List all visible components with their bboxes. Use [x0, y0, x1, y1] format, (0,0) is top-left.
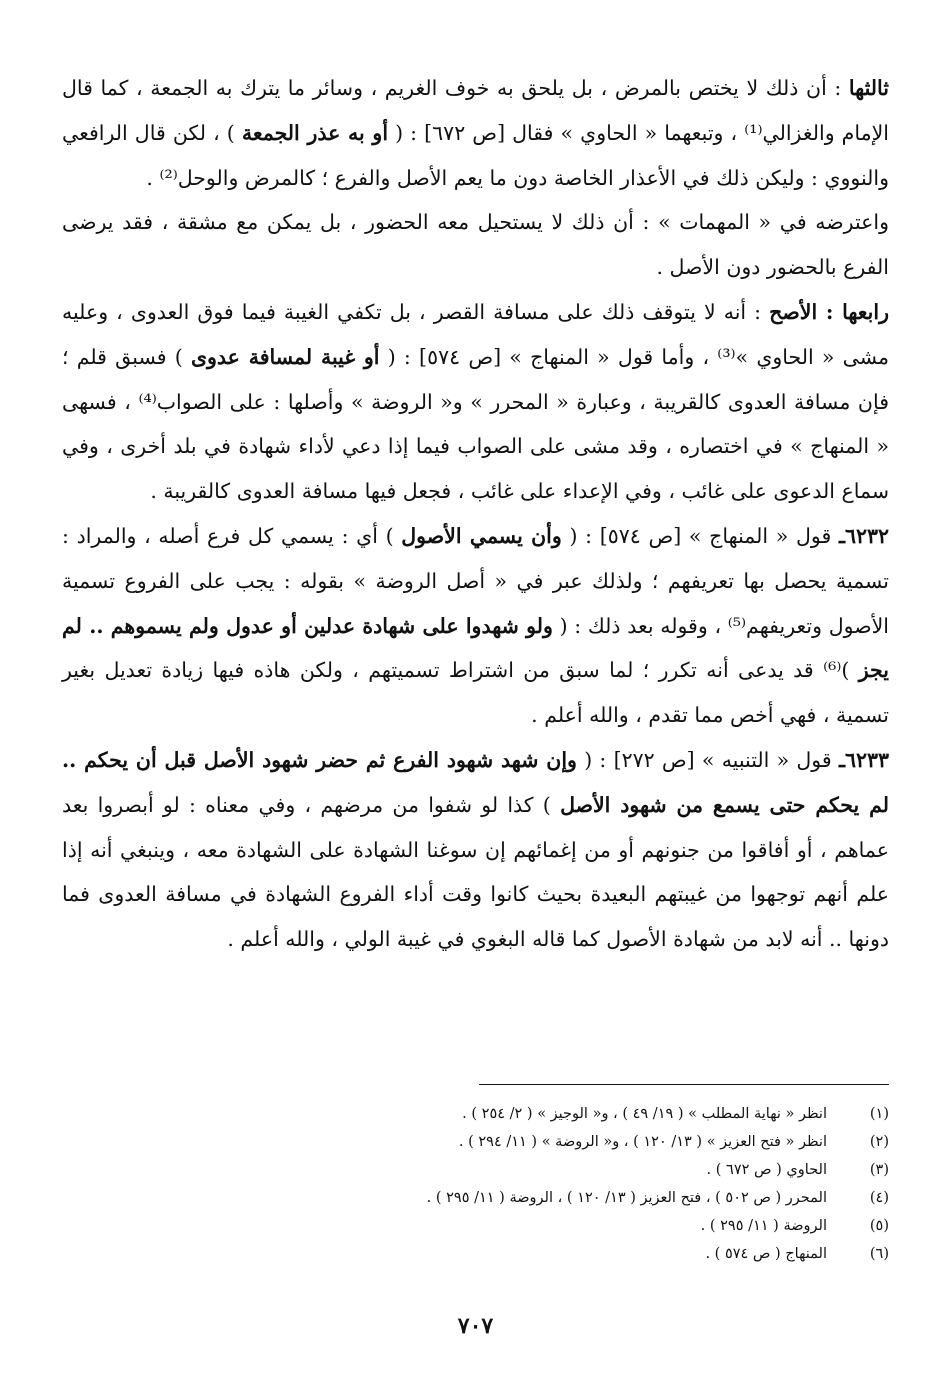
footnote [62, 1212, 889, 1240]
bold-text-run: ٦٢٣٣ـ [838, 747, 889, 772]
footnote-number: (٥) [869, 1218, 889, 1234]
paragraph-2 [62, 200, 889, 290]
footnote-text: المحرر ( ص ٥٠٢ ) ، فتح العزيز ( ١٣/ ١٢٠ ) ، الروضة ( ١١/ ٢٩٥ ) . [426, 1190, 827, 1206]
footnote-number: (٢) [869, 1134, 889, 1150]
footnote [62, 1156, 889, 1184]
main-text [62, 66, 889, 962]
footnote-text: انظر « فتح العزيز » ( ١٣/ ١٢٠ ) ، و« الروضة » ( ١١/ ٢٩٤ ) . [458, 1134, 827, 1150]
footnote-number: (١) [869, 1106, 889, 1122]
text-run: ) ، لكن قال الرافعي والنووي : وليكن ذلك في الأعذار الخاصة دون ما يعم الأصل والفرع ؛ كالمرض والوحل⁽²⁾ . [62, 120, 889, 190]
footnote-number: (٦) [869, 1246, 889, 1262]
text-run: واعترضه في « المهمات » : أن ذلك لا يستحيل معه الحضور ، بل يمكن مع مشقة ، فقد يرضى الفرع بالحضور دون الأصل . [62, 210, 889, 280]
bold-text-run: أو به عذر الجمعة [241, 120, 389, 145]
paragraph-5 [62, 738, 889, 962]
paragraph-1 [62, 66, 889, 200]
footnote-text: الروضة ( ١١/ ٢٩٥ ) . [700, 1218, 827, 1234]
paragraph-4 [62, 514, 889, 738]
footnote-text: المنهاج ( ص ٥٧٤ ) . [705, 1246, 827, 1262]
footnote [62, 1184, 889, 1212]
bold-text-run: وإن شهد شهود الفرع ثم حضر شهود الأصل قبل أن يحكم .. لم يحكم حتى يسمع من شهود الأصل [62, 747, 889, 817]
bold-text-run: وأن يسمي الأصول [401, 523, 562, 548]
text-run: : أنه لا يتوقف ذلك على مسافة القصر ، بل تكفي الغيبة فيما فوق العدوى ، وعليه مشى « الحاوي »⁽³⁾ ، وأما قول « المنهاج » [ص ٥٧٤] : ( [62, 299, 890, 369]
text-run: ) أي : يسمي كل فرع أصله ، والمراد : تسمية يحصل بها تعريفهم ؛ ولذلك عبر في « أصل الروضة » بقوله : يجب على الفروع تسمية الأصول وتعريفهم⁽⁵⁾ ، وقوله بعد ذلك : ( [62, 523, 889, 638]
text-run: ) فسبق قلم ؛ فإن مسافة العدوى كالقريبة ، وعبارة « المحرر » و« الروضة » وأصلها : على الصواب⁽⁴⁾ ، فسهى « المنهاج » في اختصاره ، وقد مشى على الصواب فيما إذا دعي لأداء شهادة في بلد أخرى ، وفي سماع الدعوى على غائب ، وفي الإعداء على غائب ، فجعل فيها مسافة العدوى كالقريبة . [62, 344, 889, 504]
footnote-number: (٣) [869, 1162, 889, 1178]
footnotes [62, 1100, 889, 1268]
footnote [62, 1128, 889, 1156]
text-run: : أن ذلك لا يختص بالمرض ، بل يلحق به خوف الغريم ، وسائر ما يترك به الجمعة ، كما قال الإمام والغزالي⁽¹⁾ ، وتبعهما « الحاوي » فقال [ص ٦٧٢] : ( [62, 76, 889, 145]
text-run: )⁽⁶⁾ قد يدعى أنه تكرر ؛ لما سبق من اشتراط تسميتهم ، ولكن هاذه فيها زيادة تعديل بغير تسمية ، فهي أخص مما تقدم ، والله أعلم . [62, 658, 889, 728]
footnote [62, 1240, 889, 1268]
bold-text-run: ولو شهدوا على شهادة عدلين أو عدول ولم يسموهم .. لم يجز [62, 613, 889, 683]
text-run: قول « المنهاج » [ص ٥٧٤] : ( [561, 523, 839, 548]
footnote [62, 1100, 889, 1128]
bold-text-run: أو غيبة لمسافة عدوى [190, 344, 380, 369]
bold-text-run: ثالثها [848, 76, 889, 100]
paragraph-3 [62, 290, 889, 514]
bold-text-run: ٦٢٣٢ـ [838, 523, 890, 548]
text-run: ) كذا لو شفوا من مرضهم ، وفي معناه : لو أبصروا بعد عماهم ، أو أفاقوا من جنونهم أو من إغمائهم إن سوغنا الشهادة على الشهادة معه ، وينبغي أنه إذا علم أنهم توجهوا من غيبتهم البعيدة بحيث كانوا وقت أداء الفروع الشهادة في مسافة العدوى فما دونها .. أنه لابد من شهادة الأصول كما قاله البغوي في غيبة الولي ، والله أعلم . [62, 792, 889, 952]
footnote-separator [479, 1084, 889, 1085]
bold-text-run: رابعها : الأصح [769, 299, 889, 324]
footnote-text: الحاوي ( ص ٦٧٢ ) . [706, 1162, 827, 1178]
text-run: قول « التنبيه » [ص ٢٧٢] : ( [576, 747, 839, 772]
page-number: ٧٠٧ [457, 1313, 494, 1339]
footnote-number: (٤) [869, 1190, 889, 1206]
footnote-text: انظر « نهاية المطلب » ( ١٩/ ٤٩ ) ، و« الوجيز » ( ٢/ ٢٥٤ ) . [462, 1106, 827, 1122]
